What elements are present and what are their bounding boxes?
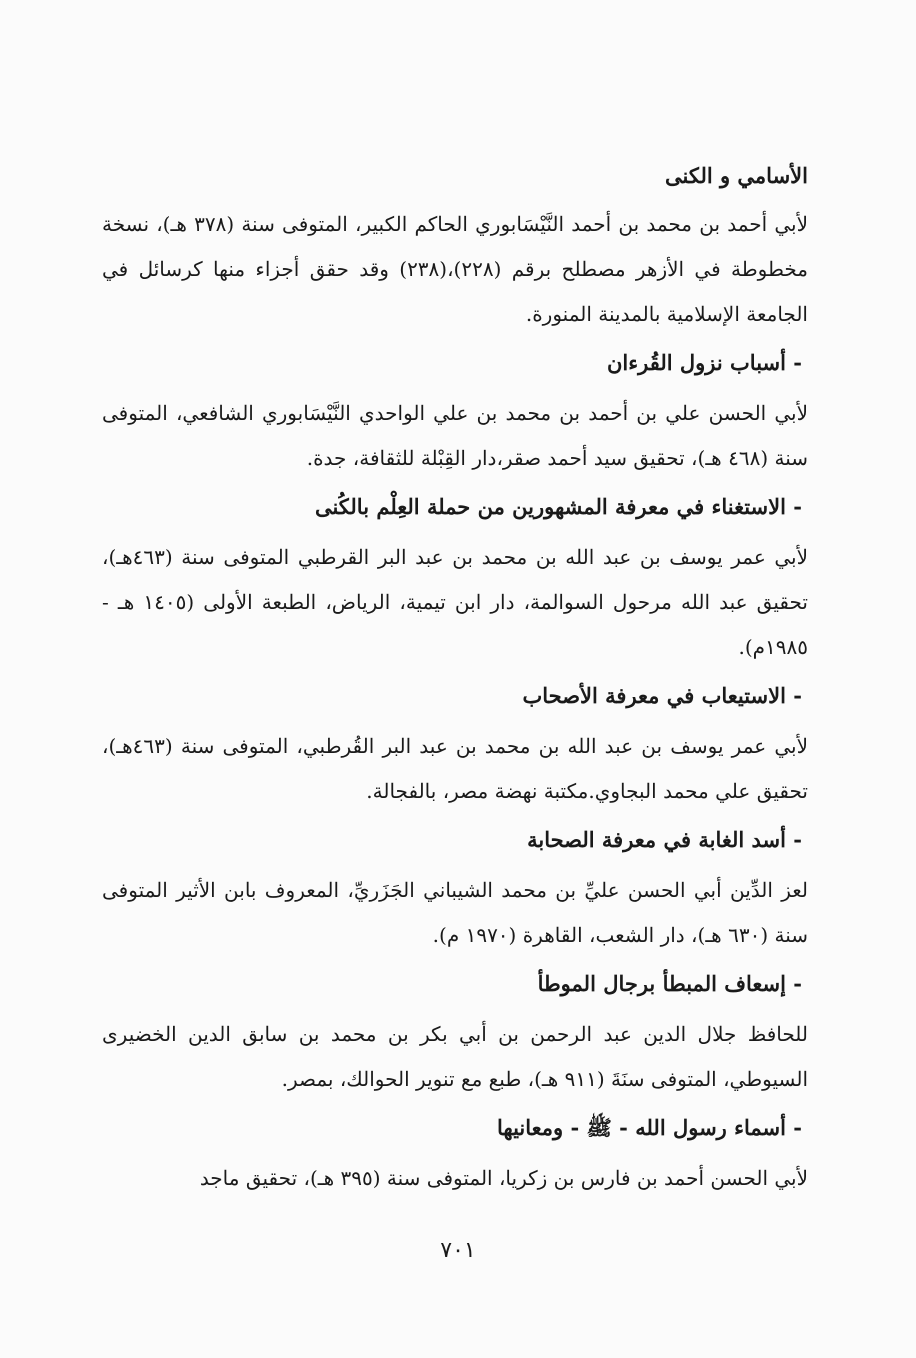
page-body — [102, 160, 808, 1211]
entry-text: للحافظ جلال الدين عبد الرحمن بن أبي بكر بن محمد بن سابق الدين الخضيرى السيوطي، المتوفى سنَةَ (٩١١ هـ)، طبع مع تنوير الحوالك، بمصر. — [102, 1022, 808, 1091]
entry-title: الأسامي و الكنى — [665, 163, 808, 188]
entry-title: - الاستيعاب في معرفة الأصحاب — [522, 683, 802, 708]
entry-title: - إسعاف المبطأ برجال الموطأ — [537, 971, 802, 996]
entry-title: - أسباب نزول القُرءان — [607, 350, 802, 375]
entry-text: لأبي الحسن أحمد بن فارس بن زكريا، المتوفى سنة (٣٩٥ هـ)، تحقيق ماجد — [199, 1166, 808, 1190]
entry-asma-rasul-allah — [102, 1112, 808, 1201]
entry-istighna — [102, 491, 808, 670]
entry-text: لعز الدِّين أبي الحسن عليِّ بن محمد الشيباني الجَزَريِّ، المعروف بابن الأثير المتوفى سنة (٦٣٠ هـ)، دار الشعب، القاهرة (١٩٧٠ م). — [102, 878, 808, 947]
entry-isaf-al-mubatta — [102, 968, 808, 1102]
entry-asbab-nuzul — [102, 347, 808, 481]
page-number: ٧٠١ — [440, 1238, 476, 1263]
entry-title: - الاستغناء في معرفة المشهورين من حملة العِلْم بالكُنى — [314, 494, 802, 519]
entry-text: لأبي عمر يوسف بن عبد الله بن محمد بن عبد البر القُرطبي، المتوفى سنة (٤٦٣هـ)، تحقيق علي محمد البجاوي.مكتبة نهضة مصر، بالفجالة. — [102, 734, 808, 803]
entry-usd-al-ghaba — [102, 824, 808, 958]
entry-title: - أسماء رسول الله - ﷺ - ومعانيها — [496, 1115, 802, 1140]
entry-text: لأبي عمر يوسف بن عبد الله بن محمد بن عبد البر القرطبي المتوفى سنة (٤٦٣هـ)، تحقيق عبد الله مرحول السوالمة، دار ابن تيمية، الرياض، الطبعة الأولى (١٤٠٥ هـ - ١٩٨٥م). — [102, 545, 808, 659]
entry-asami-wal-kuna — [102, 160, 808, 337]
entry-title: - أسد الغابة في معرفة الصحابة — [527, 827, 802, 852]
entry-text: لأبي أحمد بن محمد بن أحمد النَّيْسَابوري الحاكم الكبير، المتوفى سنة (٣٧٨ هـ)، نسخة مخطوطة في الأزهر مصطلح برقم (٢٢٨)،(٢٣٨) وقد حقق أجزاء منها كرسائل في الجامعة الإسلامية بالمدينة المنورة. — [102, 212, 809, 326]
entry-text: لأبي الحسن علي بن أحمد بن محمد بن علي الواحدي النَّيْسَابوري الشافعي، المتوفى سنة (٤٦٨ هـ)، تحقيق سيد أحمد صقر،دار القِبْلة للثقافة، جدة. — [102, 401, 808, 470]
entry-istiab — [102, 680, 808, 814]
